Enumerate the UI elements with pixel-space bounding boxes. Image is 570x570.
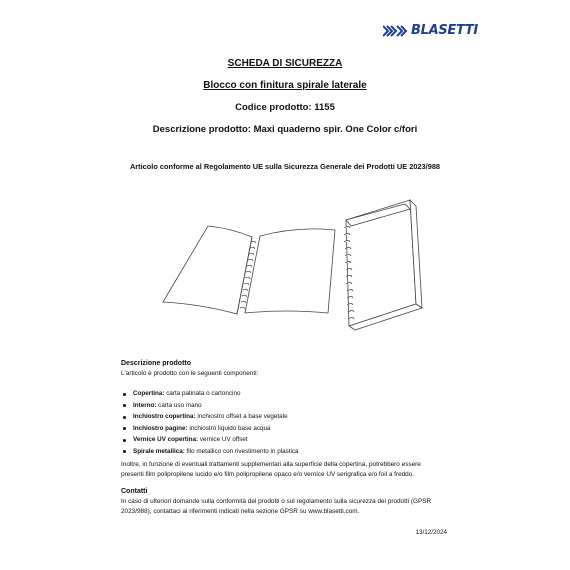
product-section-heading: Descrizione prodotto	[121, 360, 192, 367]
component-text: inchiostro liquido base acqua	[187, 424, 271, 432]
closed-spiral-notebook-icon	[344, 200, 422, 330]
regulation-statement: Articolo conforme al Regolamento UE sulla Sicurezza Generale dei Prodotti UE 2023/988	[129, 162, 441, 171]
document-date: 13/12/2024	[415, 529, 447, 536]
list-item	[121, 388, 441, 400]
component-label: Copertina:	[133, 390, 165, 397]
blasetti-logo-icon	[383, 25, 409, 37]
components-list	[121, 388, 441, 457]
contacts-line: 2023/988), contattaci ai riferimenti indicati nella sezione GPSR su www.blasetti.com.	[121, 508, 360, 515]
open-spiral-notebook-icon	[163, 226, 335, 314]
note-line: Inoltre, in funzione di eventuali trattamenti supplementari alla superficie della copertina, potrebbero essere	[121, 461, 421, 468]
contacts-section	[121, 487, 456, 517]
component-text: filo metallico con rivestimento in plastica	[184, 447, 299, 455]
component-text: vernice UV offset	[198, 436, 248, 443]
list-item	[121, 400, 441, 412]
document-subtitle: Blocco con finitura spirale laterale	[203, 80, 367, 91]
additional-treatments-note	[121, 460, 456, 480]
contacts-line: In caso di ulteriori domande sulla conformità del prodotti o sul regolamento sulla sicurezza dei prodotti (GPSR	[121, 498, 432, 505]
note-line: presenti film polipropilene lucido e/o film polipropilene opaco e/o vernice UV serigrafica e/o foil a freddo.	[121, 471, 415, 478]
component-text: carta uso mano	[156, 401, 202, 409]
component-label: Spirale metallica:	[133, 447, 185, 455]
brand-name: BLASETTI	[411, 23, 478, 38]
component-label: Inchiostro copertina:	[133, 413, 196, 420]
component-label: Vernice UV copertina:	[133, 436, 199, 443]
list-item	[121, 423, 441, 435]
product-code: Codice prodotto: 1155	[235, 102, 335, 113]
brand-logo	[383, 24, 478, 37]
component-text: carta patinata o cartoncino	[164, 390, 241, 397]
contacts-heading: Contatti	[121, 488, 148, 495]
product-section	[121, 359, 456, 379]
component-label: Interno:	[133, 401, 157, 409]
list-item	[121, 434, 441, 446]
component-label: Inchiostro pagine:	[133, 424, 188, 432]
notebook-illustration	[160, 190, 430, 335]
product-section-intro: L'articolo è prodotto con le seguenti componenti:	[121, 370, 259, 377]
list-item	[121, 411, 441, 423]
component-text: inchiostro offset a base vegetale	[195, 413, 288, 420]
product-description: Descrizione prodotto: Maxi quaderno spir. One Color c/fori	[152, 124, 418, 135]
list-item	[121, 446, 441, 458]
document-title: SCHEDA DI SICUREZZA	[227, 58, 343, 69]
